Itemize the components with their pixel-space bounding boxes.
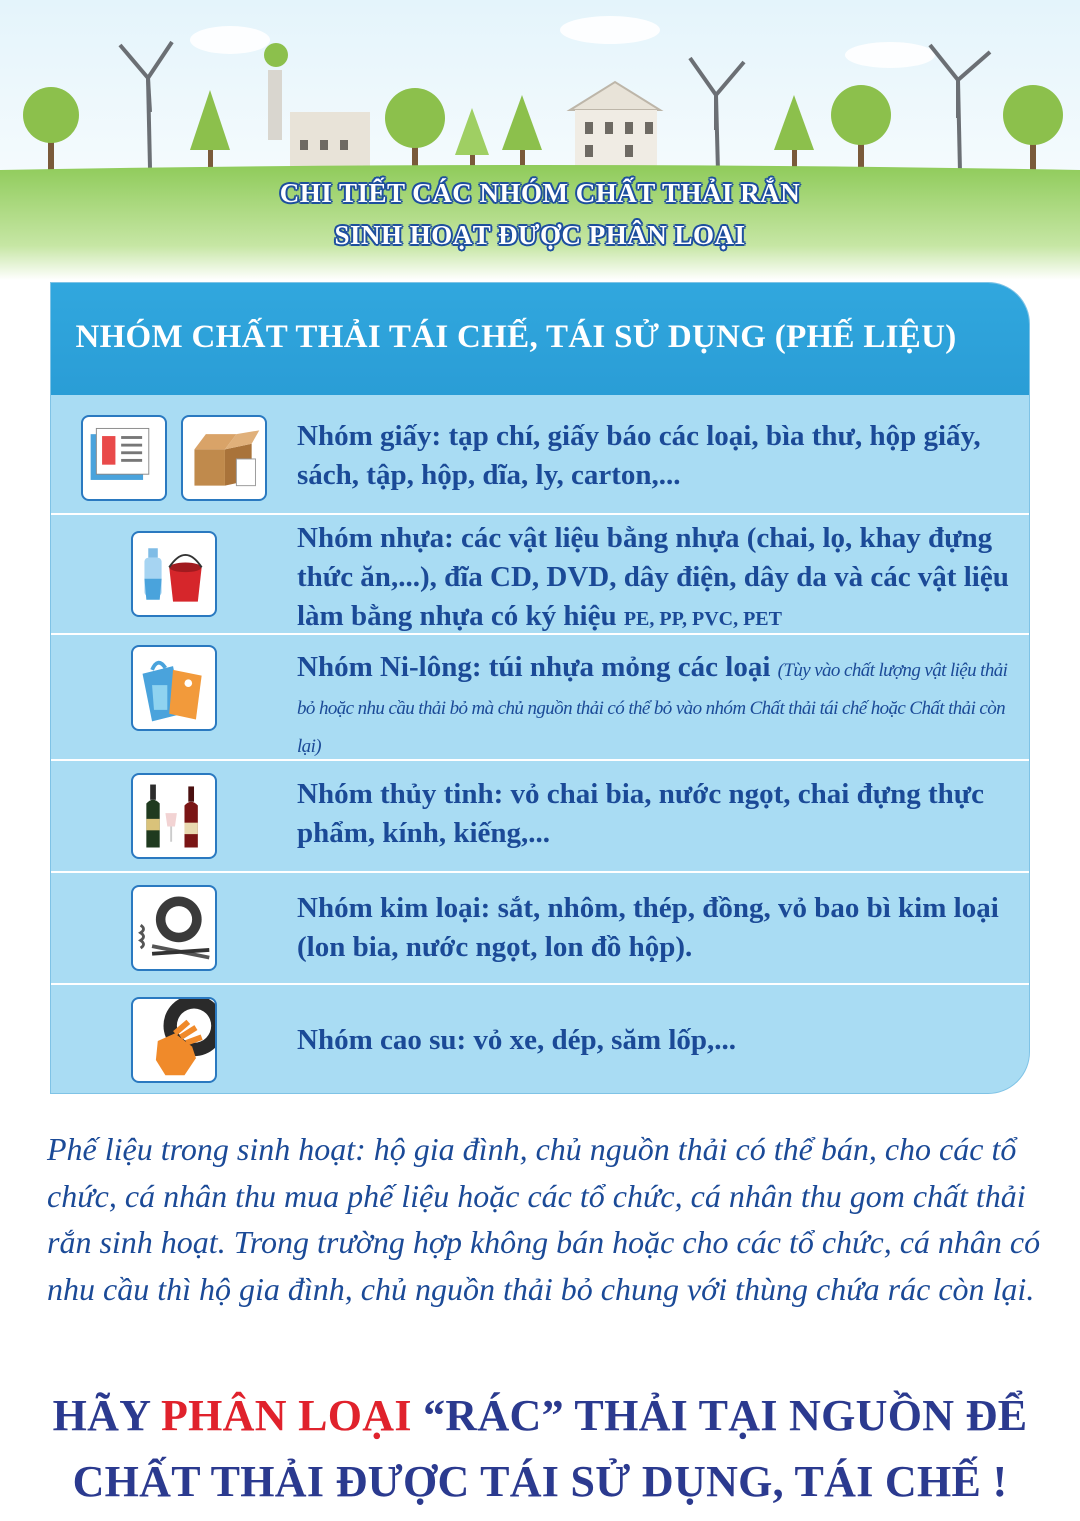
list-item-metal <box>51 871 1030 983</box>
plastic-bag-icon <box>131 645 217 731</box>
header-title-line2: SINH HOẠT ĐƯỢC PHÂN LOẠI <box>334 220 746 250</box>
nylon-note: (Tùy vào chất lượng vật liệu thải bỏ hoặc nhu cầu thải bỏ mà chủ nguồn thải có thể bỏ vào nhóm Chất thải tái chế hoặc Chất thải còn lại) <box>297 660 1008 757</box>
rubber-tire-glove-icon <box>131 997 217 1083</box>
panel-title: NHÓM CHẤT THẢI TÁI CHẾ, TÁI SỬ DỤNG (PHẾ LIỆU) <box>75 319 957 355</box>
plastic-codes: PE, PP, PVC, PET <box>623 608 782 630</box>
slogan-line1: HÃY PHÂN LOẠI “RÁC” THẢI TẠI NGUỒN ĐỂ <box>52 1391 1028 1440</box>
rubber-group-text: Nhóm cao su: vỏ xe, dép, săm lốp,... <box>297 1024 737 1056</box>
metal-group-text: Nhóm kim loại: sắt, nhôm, thép, đồng, vỏ bao bì kim loại (lon bia, nước ngọt, lon đồ hộp). <box>297 892 999 963</box>
carton-box-icon <box>181 415 267 501</box>
glass-group-text: Nhóm thủy tinh: vỏ chai bia, nước ngọt, chai đựng thực phẩm, kính, kiếng,... <box>297 778 985 849</box>
header-title-line1: CHI TIẾT CÁC NHÓM CHẤT THẢI RẮN <box>279 178 801 208</box>
slogan-highlight: PHÂN LOẠI <box>160 1391 412 1440</box>
panel-header <box>51 283 1029 395</box>
slogan-line2: CHẤT THẢI ĐƯỢC TÁI SỬ DỤNG, TÁI CHẾ ! <box>72 1457 1008 1506</box>
nylon-group-text: Nhóm Ni-lông: túi nhựa mỏng các loại (Tùy vào chất lượng vật liệu thải bỏ hoặc nhu cầu thải bỏ mà chủ nguồn thải có thể bỏ vào nhóm Chất thải tái chế hoặc Chất thải còn lại) <box>297 651 1008 757</box>
list-item-plastic <box>51 513 1030 633</box>
newspaper-icon <box>81 415 167 501</box>
list-item-nylon <box>51 633 1030 759</box>
plastic-group-text: Nhóm nhựa: các vật liệu bằng nhựa (chai, lọ, khay đựng thức ăn,...), đĩa CD, DVD, dây điện, dây da và các vật liệu làm bằng nhựa có ký hiệu PE, PP, PVC, PET <box>297 522 1009 632</box>
closing-paragraph: Phế liệu trong sinh hoạt: hộ gia đình, chủ nguồn thải có thể bán, cho các tổ chức, cá nhân thu mua phế liệu hoặc các tổ chức, cá nhân thu gom chất thải rắn sinh hoạt. Trong trường hợp không bán hoặc cho các tổ chức, cá nhân có nhu cầu thì hộ gia đình, chủ nguồn thải bỏ chung với thùng chứa rác còn lại. <box>47 1131 1041 1307</box>
metal-scrap-icon <box>131 885 217 971</box>
list-item-glass <box>51 759 1030 871</box>
paper-group-text: Nhóm giấy: tạp chí, giấy báo các loại, bìa thư, hộp giấy, sách, tập, hộp, dĩa, ly, carton,... <box>297 420 981 491</box>
recyclable-group-panel <box>50 282 1030 1094</box>
glass-bottle-icon <box>131 773 217 859</box>
list-item-rubber <box>51 983 1030 1094</box>
list-item-paper <box>51 395 1030 513</box>
plastic-bottle-bucket-icon <box>131 531 217 617</box>
